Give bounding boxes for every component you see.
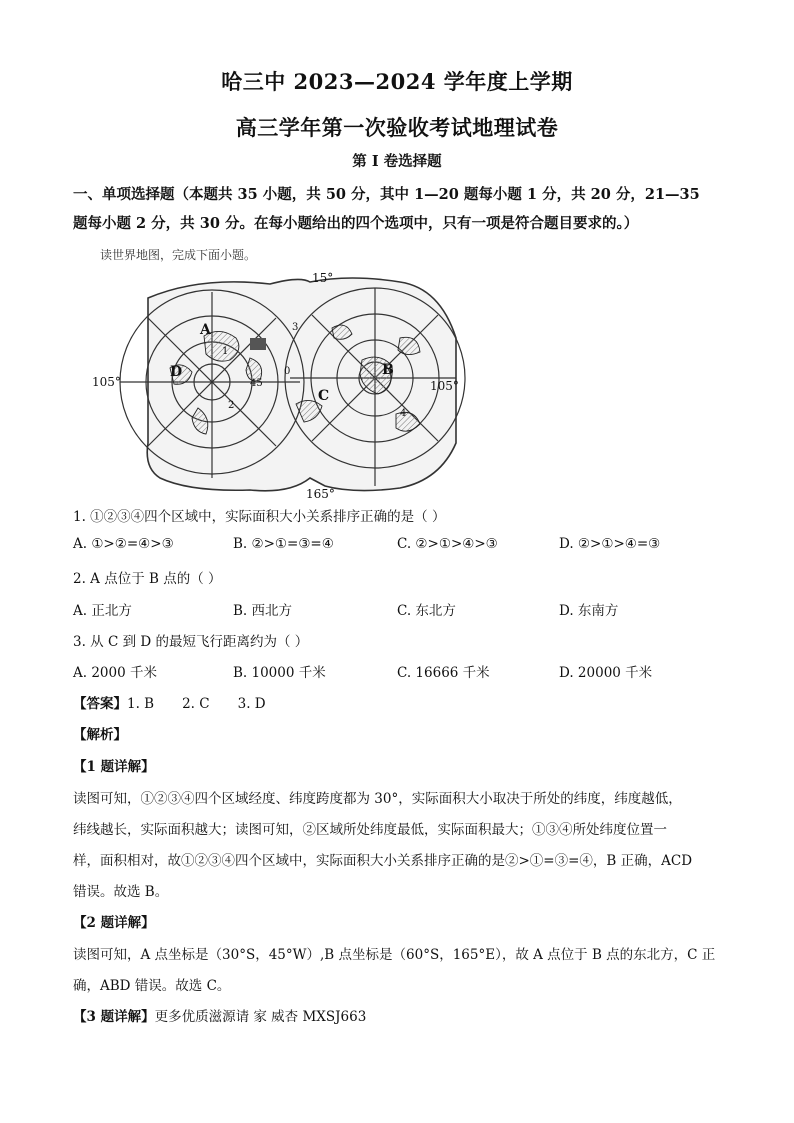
map-point-b: B <box>382 362 394 378</box>
map-point-a: A <box>200 322 211 338</box>
answer-line <box>73 692 266 712</box>
shaded-region <box>250 338 266 350</box>
map-region-1: 1 <box>222 346 229 357</box>
question-3-option-b: B. 10000 千米 <box>233 665 326 681</box>
answer-1: 1. B <box>127 696 155 712</box>
detail-2-line-1: 读图可知，A 点坐标是（30°S，45°W）,B 点坐标是（60°S，165°E），故 A 点位于 B 点的东北方，C 正 <box>73 947 716 963</box>
detail-1-line-1: 读图可知，①②③④四个区域经度、纬度跨度都为 30°，实际面积大小取决于所处的纬度，纬度越低， <box>73 791 682 807</box>
detail-3-trailing: 更多优质滋源请 家 威杏 MXSJ663 <box>154 1009 367 1025</box>
detail-1-line-4: 错误。故选 B。 <box>73 884 169 900</box>
question-2-option-c: C. 东北方 <box>397 603 456 619</box>
question-3: 3. 从 C 到 D 的最短飞行距离约为（ ） <box>73 634 309 650</box>
answer-label: 【答案】 <box>73 696 127 712</box>
detail-2-line-2: 确，ABD 错误。故选 C。 <box>73 978 231 994</box>
school-title: 哈三中 2023—2024 学年度上学期 <box>221 69 573 94</box>
map-intro: 读世界地图，完成下面小题。 <box>100 248 257 262</box>
analysis-label: 【解析】 <box>73 727 127 743</box>
question-3-option-a: A. 2000 千米 <box>73 665 157 681</box>
section-instruction-line-1: 一、单项选择题（本题共 35 小题，共 50 分，其中 1—20 题每小题 1 分，共 20 分，21—35 <box>73 186 700 203</box>
map-label-top: 15° <box>312 271 334 285</box>
answer-3: 3. D <box>237 696 266 712</box>
map-region-4: 4 <box>400 408 407 419</box>
map-point-c: C <box>318 388 330 404</box>
question-1-option-a: A. ①>②=④>③ <box>73 536 174 552</box>
question-1-option-c: C. ②>①>④>③ <box>397 536 498 552</box>
question-2-option-b: B. 西北方 <box>233 603 293 619</box>
map-label-left: 105° <box>92 375 121 389</box>
map-point-d: D <box>170 364 183 380</box>
map-frame <box>147 278 456 491</box>
detail-1-line-3: 样，面积相对，故①②③④四个区域中，实际面积大小关系排序正确的是②>①=③=④，B 正确，ACD <box>73 853 693 869</box>
map-label-right: 105° <box>430 379 459 393</box>
detail-1-line-2: 纬线越长，实际面积越大；读图可知，②区域所处纬度最低，实际面积最大；①③④所处纬度位置一 <box>73 822 667 838</box>
section-instruction-line-2: 题每小题 2 分，共 30 分。在每小题给出的四个选项中，只有一项是符合题目要求的。） <box>73 215 639 232</box>
question-2: 2. A 点位于 B 点的（ ） <box>73 571 222 587</box>
question-1-option-d: D. ②>①>④=③ <box>559 536 661 552</box>
detail-3-line <box>73 1005 366 1025</box>
map-label-45: 45 <box>250 378 263 389</box>
answer-2: 2. C <box>182 696 210 712</box>
detail-3-label: 【3 题详解】 <box>73 1009 155 1025</box>
question-2-option-a: A. 正北方 <box>73 603 132 619</box>
question-2-option-d: D. 东南方 <box>559 603 619 619</box>
exam-title: 高三学年第一次验收考试地理试卷 <box>235 115 559 140</box>
map-region-2: 2 <box>228 400 235 411</box>
world-map-figure <box>92 268 460 501</box>
map-region-3: 3 <box>292 322 299 333</box>
detail-1-label: 【1 题详解】 <box>73 759 155 775</box>
part-title: 第 I 卷选择题 <box>352 153 442 170</box>
detail-2-label: 【2 题详解】 <box>73 915 155 931</box>
question-1-option-b: B. ②>①=③=④ <box>233 536 334 552</box>
map-label-bottom: 165° <box>306 487 335 501</box>
question-3-option-c: C. 16666 千米 <box>397 665 490 681</box>
map-label-0: 0 <box>284 366 291 377</box>
question-1: 1. ①②③④四个区域中，实际面积大小关系排序正确的是（ ） <box>73 509 446 525</box>
question-3-option-d: D. 20000 千米 <box>559 665 653 681</box>
